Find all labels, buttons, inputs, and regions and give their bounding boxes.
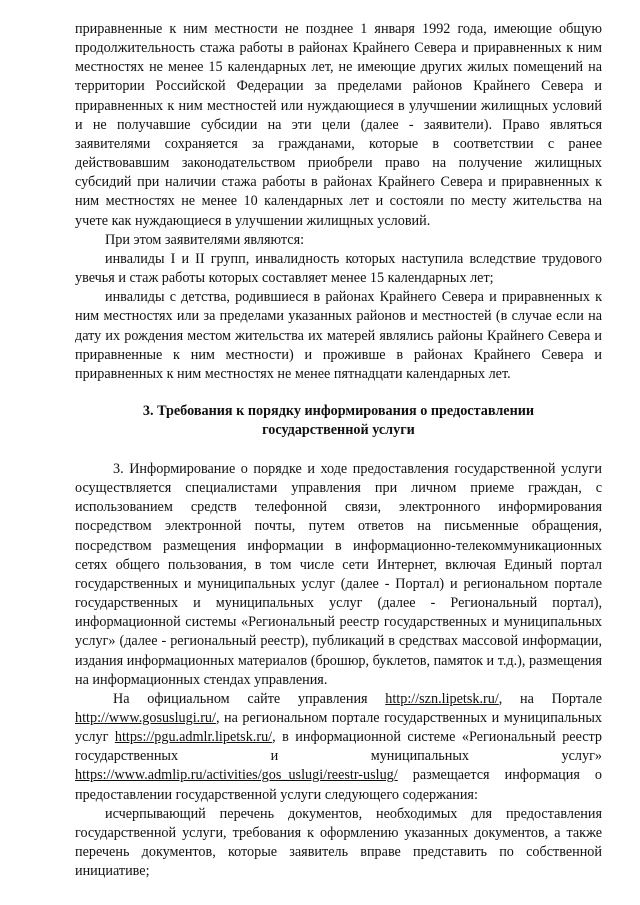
paragraph-applicants-definition: приравненные к ним местности не позднее 1 января 1992 года, имеющие общую продолжительность стажа работы в районах Крайнего Севера и приравненных к ним местностях не менее 15 календарных лет, не имеющие других жилых помещений на территории Российской Федерации за пределами районов Крайнего Севера и приравненных к ним местностей или нуждающиеся в улучшении жилищных условий и не получавшие субсидии на эти цели (далее - заявители). Право являться заявителями сохраняется за гражданами, которые в соответствии с ранее действовавшим законодательством приобрели право на получение жилищных субсидий при наличии стажа работы в районах Крайнего Севера и приравненных к ним местностях не менее 10 календарных лет и состояли по месту жительства на учете как нуждающиеся в улучшении жилищных условий. xyxy=(75,21,602,229)
paragraph-official-sites xyxy=(75,690,602,805)
paragraph-documents-list: исчерпывающий перечень документов, необходимых для предоставления государственной услуги, требования к оформлению указанных документов, а также перечень документов, которые заявитель вправе представить по собственной инициативе; xyxy=(75,805,602,880)
link-szn-lipetsk[interactable]: http://szn.lipetsk.ru/ xyxy=(385,690,499,707)
link-pgu-admlr[interactable]: https://pgu.admlr.lipetsk.ru/ xyxy=(114,729,273,746)
section-heading xyxy=(75,402,602,440)
link-admlip-reestr[interactable]: https://www.admlip.ru/activities/gos_uslugi/reestr-uslug/ xyxy=(75,767,398,784)
document-page xyxy=(75,20,602,881)
paragraph-text-part: , в информационной системе «Региональный реестр государственных и муниципальных услуг» xyxy=(75,729,602,765)
paragraph-informing: 3. Информирование о порядке и ходе предоставления государственной услуги осуществляется специалистами управления при личном приеме граждан, с использованием средств телефонной связи, электронного информирования посредством электронной почты, путем ответов на письменные обращения, посредством размещения информации в информационно-телекоммуникационных сетях общего пользования, в том числе сети Интернет, включая Единый портал государственных и муниципальных услуг (далее - Портал) и региональном портале государственных и муниципальных услуг (далее - Региональный портал), информационной системы «Региональный реестр государственных и муниципальных услуг» (далее - региональный реестр), публикаций в средствах массовой информации, издания информационных материалов (брошюр, буклетов, памяток и т.д.), размещения на информационных стендах управления. xyxy=(75,460,602,688)
paragraph-applicants-intro: При этом заявителями являются: xyxy=(105,231,305,248)
paragraph-text-part: , на региональном портале государственных и муниципальных услуг xyxy=(75,710,602,746)
section-heading-line-2: государственной услуги xyxy=(262,421,415,438)
paragraph-text-part: , на Портале xyxy=(498,690,602,707)
paragraph-text-part: На официальном сайте управления xyxy=(113,690,386,707)
section-heading-line-1: 3. Требования к порядку информирования о предоставлении xyxy=(142,402,535,419)
link-gosuslugi[interactable]: http://www.gosuslugi.ru/ xyxy=(75,710,216,726)
paragraph-disabled-childhood: инвалиды с детства, родившиеся в районах Крайнего Севера и приравненных к ним местностях или за пределами указанных районов и местностей (в случае если на дату их рождения местом жительства их матерей являлись районы Крайнего Севера и приравненные к ним местности) и проживше в районах Крайнего Севера и приравненных к ним местностях не менее пятнадцати календарных лет. xyxy=(75,289,602,382)
paragraph-disabled-group: инвалиды I и II групп, инвалидность которых наступила вследствие трудового увечья и стаж работы которых составляет менее 15 календарных лет; xyxy=(75,250,602,287)
paragraph-text-part: размещается информация о предоставлении государственной услуги следующего содержания: xyxy=(75,767,602,803)
